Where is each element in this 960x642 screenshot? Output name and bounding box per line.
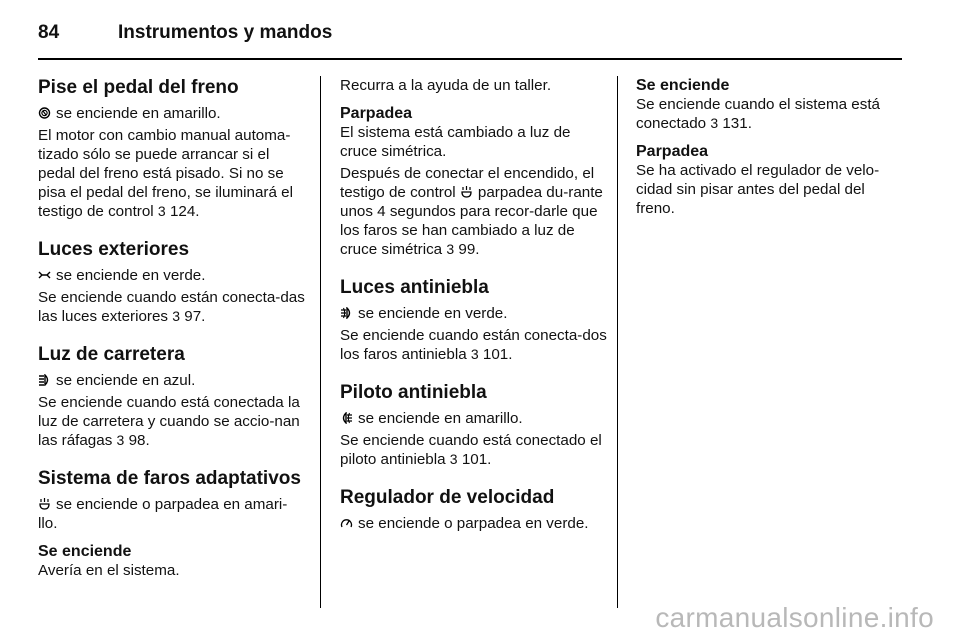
section-title-rearfog: Piloto antiniebla [340, 382, 487, 403]
section-title-foglights: Luces antiniebla [340, 277, 489, 298]
column-1 [38, 76, 306, 583]
rear-fog-light-icon [340, 412, 353, 424]
xref-arrow: 3 [116, 432, 125, 448]
body-text: Se enciende cuando el sistema está conectado 3 131. [636, 96, 881, 132]
high-beam-icon [38, 374, 51, 386]
page-ref-link[interactable]: 101. [482, 346, 513, 363]
adaptive-headlights-icon [38, 498, 51, 510]
section-title-cruise: Regulador de velocidad [340, 487, 555, 508]
body-text: Se ha activado el regulador de velo-cidad sin pisar antes del pedal del freno. [636, 162, 880, 217]
body-text: El motor con cambio manual automa-tizado sólo se puede arrancar si el pedal del freno está pisado. Si no se pisa el pedal del freno, se iluminará el testigo de control 3 124. [38, 127, 293, 220]
subsection-title: Parpadea [636, 143, 709, 160]
status-line: se enciende en azul. [38, 371, 306, 390]
watermark: carmanualsonline.info [655, 602, 934, 633]
page-ref-link[interactable]: 98. [128, 432, 150, 449]
xref-arrow: 3 [157, 203, 166, 219]
column-divider [320, 76, 321, 608]
status-line: se enciende en amarillo. [340, 409, 608, 428]
body-text: Recurra a la ayuda de un taller. [340, 77, 552, 94]
xref-arrow: 3 [710, 115, 719, 131]
cruise-control-icon [340, 517, 353, 529]
xref-arrow: 3 [446, 241, 455, 257]
brake-pedal-icon [38, 107, 51, 119]
header-rule [38, 58, 902, 60]
body-text: Se enciende cuando está conectada la luz de carretera y cuando se accio-nan las ráfagas 3 98. [38, 394, 300, 449]
column-divider [617, 76, 618, 608]
subsection-title: Se enciende [636, 77, 730, 94]
chapter-title: Instrumentos y mandos [118, 22, 333, 43]
section-title-highbeam: Luz de carretera [38, 344, 185, 365]
xref-arrow: 3 [470, 346, 479, 362]
section-title-afl: Sistema de faros adaptativos [38, 468, 301, 489]
fog-light-icon [340, 307, 353, 319]
page-ref-link[interactable]: 124. [169, 203, 200, 220]
page-ref-link[interactable]: 101. [461, 451, 492, 468]
exterior-lights-icon [38, 269, 51, 281]
status-line: se enciende o parpadea en amari-llo. [38, 496, 288, 532]
body-text: Se enciende cuando está conectado el piloto antiniebla 3 101. [340, 432, 602, 468]
body-text: Se enciende cuando están conecta-dos los faros antiniebla 3 101. [340, 327, 607, 363]
status-line: se enciende en amarillo. [38, 104, 306, 123]
subsection-title: Se enciende [38, 543, 132, 560]
adaptive-headlights-icon [460, 186, 473, 198]
status-line: se enciende en verde. [38, 266, 306, 285]
xref-arrow: 3 [449, 451, 458, 467]
column-3 [636, 76, 904, 221]
body-text: Después de conectar el encendido, el testigo de control parpadea du-rante unos 4 segundos para recor-darle que los faros se han cambiado a luz de cruce simétrica 3 99. [340, 165, 603, 258]
subsection-title: Parpadea [340, 105, 413, 122]
status-line: se enciende o parpadea en verde. [340, 514, 608, 533]
page-ref-link[interactable]: 131. [722, 115, 752, 132]
page-number: 84 [38, 22, 60, 43]
body-text: Avería en el sistema. [38, 562, 180, 579]
section-title-brake: Pise el pedal del freno [38, 77, 239, 98]
page-ref-link[interactable]: 97. [184, 308, 206, 325]
status-line: se enciende en verde. [340, 304, 608, 323]
column-2 [340, 76, 608, 536]
xref-arrow: 3 [172, 308, 181, 324]
body-text: El sistema está cambiado a luz de cruce simétrica. [340, 124, 571, 160]
section-title-exterior: Luces exteriores [38, 239, 190, 260]
page-ref-link[interactable]: 99. [458, 241, 480, 258]
body-text: Se enciende cuando están conecta-das las luces exteriores 3 97. [38, 289, 305, 325]
